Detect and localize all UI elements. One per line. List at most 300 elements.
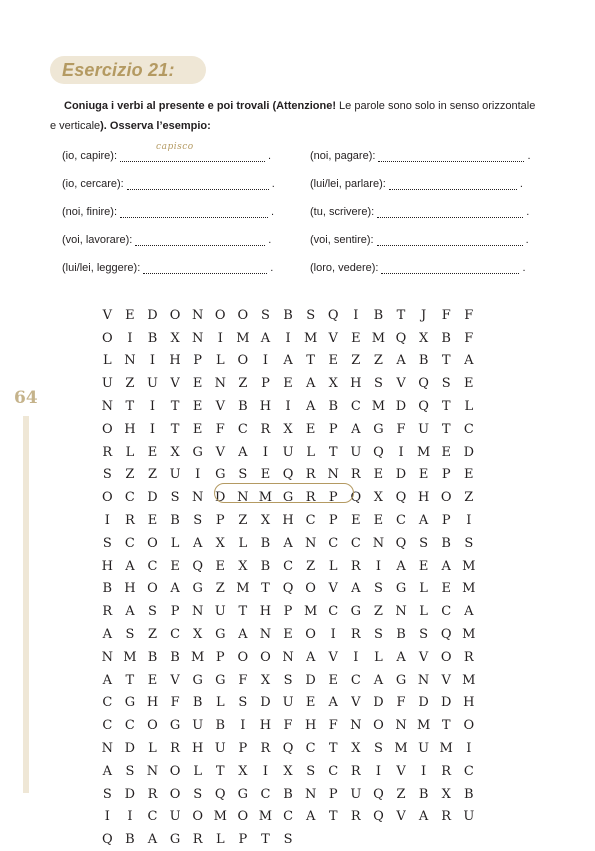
answer-blank[interactable] <box>120 142 265 162</box>
grid-letter[interactable]: Q <box>373 809 384 825</box>
grid-letter[interactable]: S <box>373 627 383 643</box>
grid-letter[interactable]: A <box>238 444 248 460</box>
grid-letter[interactable]: N <box>191 330 204 346</box>
grid-letter[interactable]: O <box>169 786 181 802</box>
grid-letter[interactable]: V <box>418 649 429 665</box>
grid-letter[interactable]: Q <box>282 467 294 483</box>
grid-letter[interactable]: V <box>328 330 338 346</box>
grid-letter[interactable]: P <box>238 741 248 757</box>
grid-letter[interactable]: Z <box>147 467 157 483</box>
grid-letter[interactable]: M <box>462 581 476 597</box>
grid-letter[interactable]: N <box>191 307 204 323</box>
grid-letter[interactable]: O <box>305 627 316 643</box>
grid-letter[interactable]: E <box>418 558 429 574</box>
grid-letter[interactable]: I <box>149 421 156 437</box>
grid-letter[interactable]: Z <box>373 353 383 369</box>
grid-letter[interactable]: C <box>328 604 339 620</box>
grid-letter[interactable]: I <box>466 513 472 529</box>
grid-letter[interactable]: B <box>215 718 226 734</box>
grid-letter[interactable]: D <box>395 399 407 415</box>
grid-letter[interactable]: D <box>418 695 429 711</box>
answer-blank[interactable] <box>127 179 269 190</box>
grid-letter[interactable]: I <box>104 809 110 825</box>
grid-letter[interactable]: F <box>170 695 180 711</box>
grid-letter[interactable]: A <box>283 353 293 369</box>
grid-letter[interactable]: X <box>283 421 293 437</box>
grid-letter[interactable]: P <box>215 649 225 665</box>
grid-letter[interactable]: M <box>236 330 250 346</box>
grid-letter[interactable]: E <box>441 581 451 597</box>
grid-letter[interactable]: O <box>237 353 249 369</box>
grid-letter[interactable]: E <box>464 467 474 483</box>
grid-letter[interactable]: D <box>260 695 271 711</box>
grid-letter[interactable]: N <box>101 741 113 757</box>
grid-letter[interactable]: O <box>101 490 113 506</box>
grid-letter[interactable]: Q <box>418 399 429 415</box>
grid-letter[interactable]: A <box>396 353 406 369</box>
grid-letter[interactable]: M <box>371 330 386 346</box>
grid-letter[interactable]: A <box>418 513 429 529</box>
grid-letter[interactable]: C <box>350 535 361 551</box>
grid-letter[interactable]: O <box>169 307 181 323</box>
grid-letter[interactable]: D <box>440 695 452 711</box>
grid-letter[interactable]: R <box>441 763 452 779</box>
grid-letter[interactable]: U <box>350 786 362 802</box>
grid-letter[interactable]: Z <box>125 376 135 392</box>
grid-letter[interactable]: N <box>237 490 249 506</box>
grid-letter[interactable]: S <box>125 627 135 643</box>
grid-letter[interactable]: C <box>441 604 452 620</box>
grid-letter[interactable]: I <box>195 467 201 483</box>
grid-letter[interactable]: F <box>464 330 474 346</box>
grid-letter[interactable]: L <box>148 741 157 757</box>
grid-letter[interactable]: S <box>102 535 112 551</box>
grid-letter[interactable]: V <box>441 672 451 688</box>
grid-letter[interactable]: Z <box>147 627 157 643</box>
grid-letter[interactable]: I <box>375 558 381 574</box>
grid-letter[interactable]: N <box>259 627 272 643</box>
grid-letter[interactable]: C <box>102 718 113 734</box>
grid-letter[interactable]: N <box>417 672 430 688</box>
grid-letter[interactable]: C <box>283 558 294 574</box>
grid-letter[interactable]: Q <box>395 535 407 551</box>
grid-letter[interactable]: R <box>350 809 361 825</box>
grid-letter[interactable]: B <box>260 558 271 574</box>
grid-letter[interactable]: D <box>147 490 158 506</box>
grid-letter[interactable]: M <box>303 330 318 346</box>
grid-letter[interactable]: H <box>259 718 272 734</box>
grid-letter[interactable]: O <box>237 649 249 665</box>
grid-letter[interactable]: L <box>419 604 428 620</box>
grid-letter[interactable]: M <box>416 444 431 460</box>
grid-letter[interactable]: B <box>283 307 293 323</box>
grid-letter[interactable]: T <box>396 307 406 323</box>
grid-letter[interactable]: Q <box>350 490 362 506</box>
grid-letter[interactable]: R <box>305 467 316 483</box>
grid-letter[interactable]: I <box>398 444 404 460</box>
grid-letter[interactable]: O <box>440 490 452 506</box>
grid-letter[interactable]: D <box>463 444 475 460</box>
grid-letter[interactable]: F <box>396 421 406 437</box>
grid-letter[interactable]: B <box>170 513 180 529</box>
grid-letter[interactable]: H <box>417 490 430 506</box>
grid-letter[interactable]: U <box>147 376 158 392</box>
grid-letter[interactable]: G <box>215 627 226 643</box>
grid-letter[interactable]: X <box>215 535 225 551</box>
grid-letter[interactable]: C <box>328 763 339 779</box>
grid-letter[interactable]: I <box>149 399 156 415</box>
grid-letter[interactable]: N <box>327 467 339 483</box>
grid-letter[interactable]: O <box>214 307 226 323</box>
grid-letter[interactable]: E <box>192 399 203 415</box>
grid-letter[interactable]: O <box>373 718 384 734</box>
grid-letter[interactable]: P <box>328 786 338 802</box>
grid-letter[interactable]: O <box>237 307 249 323</box>
grid-letter[interactable]: F <box>283 718 293 734</box>
grid-letter[interactable]: B <box>125 832 135 848</box>
grid-letter[interactable]: N <box>304 786 317 802</box>
grid-letter[interactable]: E <box>351 330 361 346</box>
answer-blank[interactable] <box>378 151 524 162</box>
grid-letter[interactable]: L <box>125 444 135 460</box>
grid-letter[interactable]: G <box>373 421 384 437</box>
grid-letter[interactable]: C <box>305 513 316 529</box>
grid-letter[interactable]: O <box>237 809 249 825</box>
grid-letter[interactable]: Q <box>395 330 407 346</box>
grid-letter[interactable]: V <box>396 809 406 825</box>
grid-letter[interactable]: N <box>372 535 385 551</box>
grid-letter[interactable]: A <box>170 581 180 597</box>
grid-letter[interactable]: B <box>373 307 384 323</box>
grid-letter[interactable]: S <box>419 627 429 643</box>
grid-letter[interactable]: Q <box>418 376 429 392</box>
grid-letter[interactable]: U <box>214 741 226 757</box>
grid-letter[interactable]: S <box>148 604 157 620</box>
grid-letter[interactable]: H <box>124 421 136 437</box>
grid-letter[interactable]: H <box>463 695 475 711</box>
grid-letter[interactable]: A <box>102 763 112 779</box>
grid-letter[interactable]: H <box>101 558 113 574</box>
grid-letter[interactable]: T <box>328 809 338 825</box>
grid-letter[interactable]: A <box>351 581 361 597</box>
grid-letter[interactable]: L <box>102 353 112 369</box>
grid-letter[interactable]: A <box>464 604 474 620</box>
grid-letter[interactable]: M <box>303 604 318 620</box>
grid-letter[interactable]: L <box>215 695 225 711</box>
grid-letter[interactable]: P <box>215 513 225 529</box>
grid-letter[interactable]: G <box>192 581 203 597</box>
grid-letter[interactable]: R <box>192 832 203 848</box>
grid-letter[interactable]: Q <box>101 832 113 848</box>
grid-letter[interactable]: O <box>463 718 475 734</box>
grid-letter[interactable]: U <box>418 421 430 437</box>
grid-letter[interactable]: N <box>395 718 407 734</box>
grid-letter[interactable]: G <box>215 467 226 483</box>
grid-letter[interactable]: E <box>147 672 158 688</box>
grid-letter[interactable]: D <box>395 467 407 483</box>
grid-letter[interactable]: C <box>170 627 181 643</box>
answer-blank[interactable] <box>381 263 519 274</box>
grid-letter[interactable]: Q <box>282 581 294 597</box>
grid-letter[interactable]: L <box>374 649 383 665</box>
grid-letter[interactable]: A <box>305 649 316 665</box>
grid-letter[interactable]: S <box>283 832 293 848</box>
grid-letter[interactable]: G <box>215 672 226 688</box>
grid-letter[interactable]: D <box>124 741 136 757</box>
grid-letter[interactable]: E <box>328 672 338 688</box>
grid-letter[interactable]: C <box>124 718 135 734</box>
grid-letter[interactable]: S <box>373 376 383 392</box>
grid-letter[interactable]: V <box>351 695 361 711</box>
grid-letter[interactable]: C <box>124 490 135 506</box>
answer-blank[interactable] <box>135 235 265 246</box>
grid-letter[interactable]: Z <box>373 604 383 620</box>
grid-letter[interactable]: X <box>283 763 293 779</box>
grid-letter[interactable]: V <box>396 376 406 392</box>
grid-letter[interactable]: N <box>101 399 113 415</box>
grid-letter[interactable]: M <box>462 627 476 643</box>
grid-letter[interactable]: T <box>328 444 338 460</box>
grid-letter[interactable]: V <box>215 399 225 415</box>
grid-letter[interactable]: O <box>169 763 181 779</box>
grid-letter[interactable]: S <box>283 672 293 688</box>
grid-letter[interactable]: P <box>261 376 270 392</box>
answer-blank[interactable] <box>377 235 523 246</box>
grid-letter[interactable]: D <box>147 307 158 323</box>
grid-letter[interactable]: A <box>125 604 135 620</box>
grid-letter[interactable]: A <box>351 421 361 437</box>
grid-letter[interactable]: F <box>215 421 225 437</box>
grid-letter[interactable]: Q <box>373 786 384 802</box>
grid-letter[interactable]: L <box>306 444 315 460</box>
answer-blank[interactable] <box>120 207 268 218</box>
grid-letter[interactable]: E <box>373 467 384 483</box>
grid-letter[interactable]: R <box>102 444 113 460</box>
answer-blank[interactable] <box>389 179 517 190</box>
grid-letter[interactable]: E <box>260 467 271 483</box>
grid-letter[interactable]: G <box>237 786 249 802</box>
grid-letter[interactable]: Z <box>215 581 225 597</box>
grid-letter[interactable]: I <box>330 627 336 643</box>
grid-letter[interactable]: Q <box>440 627 452 643</box>
grid-letter[interactable]: S <box>306 763 316 779</box>
grid-letter[interactable]: U <box>282 444 294 460</box>
grid-letter[interactable]: P <box>328 490 338 506</box>
grid-letter[interactable]: E <box>283 627 293 643</box>
grid-letter[interactable]: T <box>125 672 135 688</box>
grid-letter[interactable]: R <box>260 741 271 757</box>
grid-letter[interactable]: B <box>464 786 474 802</box>
grid-letter[interactable]: H <box>169 353 181 369</box>
grid-letter[interactable]: E <box>283 376 293 392</box>
grid-letter[interactable]: S <box>373 581 383 597</box>
grid-letter[interactable]: V <box>396 763 406 779</box>
grid-letter[interactable]: X <box>328 376 338 392</box>
grid-letter[interactable]: I <box>127 330 133 346</box>
grid-letter[interactable]: H <box>192 741 204 757</box>
grid-letter[interactable]: N <box>304 535 317 551</box>
grid-letter[interactable]: T <box>170 421 180 437</box>
grid-letter[interactable]: V <box>215 444 225 460</box>
grid-letter[interactable]: E <box>192 421 203 437</box>
grid-letter[interactable]: J <box>421 307 427 323</box>
grid-letter[interactable]: R <box>350 558 361 574</box>
grid-letter[interactable]: M <box>416 718 431 734</box>
grid-letter[interactable]: R <box>170 741 180 757</box>
grid-letter[interactable]: L <box>215 832 225 848</box>
grid-letter[interactable]: M <box>462 672 476 688</box>
grid-letter[interactable]: G <box>192 672 203 688</box>
grid-letter[interactable]: X <box>193 627 203 643</box>
grid-letter[interactable]: C <box>124 535 135 551</box>
grid-letter[interactable]: S <box>306 307 316 323</box>
grid-letter[interactable]: I <box>262 444 269 460</box>
grid-letter[interactable]: R <box>147 786 158 802</box>
grid-letter[interactable]: P <box>441 513 451 529</box>
grid-letter[interactable]: B <box>170 649 180 665</box>
grid-letter[interactable]: X <box>260 672 271 688</box>
grid-letter[interactable]: R <box>441 809 452 825</box>
grid-letter[interactable]: X <box>170 330 180 346</box>
grid-letter[interactable]: N <box>101 649 113 665</box>
grid-letter[interactable]: D <box>124 786 136 802</box>
grid-letter[interactable]: P <box>170 604 180 620</box>
grid-letter[interactable]: R <box>350 627 361 643</box>
grid-letter[interactable]: A <box>192 535 203 551</box>
grid-letter[interactable]: C <box>305 741 316 757</box>
grid-letter[interactable]: S <box>102 467 112 483</box>
grid-letter[interactable]: D <box>215 490 226 506</box>
grid-letter[interactable]: L <box>464 399 474 415</box>
grid-letter[interactable]: N <box>124 353 136 369</box>
grid-letter[interactable]: I <box>104 513 110 529</box>
grid-letter[interactable]: I <box>240 718 246 734</box>
grid-letter[interactable]: R <box>350 763 361 779</box>
grid-letter[interactable]: C <box>102 695 113 711</box>
grid-letter[interactable]: C <box>260 786 271 802</box>
grid-letter[interactable]: O <box>147 535 158 551</box>
grid-letter[interactable]: H <box>282 513 294 529</box>
grid-letter[interactable]: T <box>441 718 451 734</box>
grid-letter[interactable]: H <box>259 604 272 620</box>
grid-letter[interactable]: B <box>147 330 158 346</box>
grid-letter[interactable]: M <box>394 741 408 757</box>
grid-letter[interactable]: B <box>396 627 406 643</box>
grid-letter[interactable]: B <box>260 535 271 551</box>
grid-letter[interactable]: A <box>441 558 451 574</box>
grid-letter[interactable]: Q <box>282 741 294 757</box>
grid-letter[interactable]: U <box>101 376 113 392</box>
grid-letter[interactable]: S <box>125 763 135 779</box>
grid-letter[interactable]: I <box>353 307 359 323</box>
grid-letter[interactable]: Z <box>306 558 316 574</box>
grid-letter[interactable]: I <box>466 741 472 757</box>
grid-letter[interactable]: C <box>350 399 361 415</box>
grid-letter[interactable]: X <box>351 741 361 757</box>
grid-letter[interactable]: G <box>169 718 181 734</box>
grid-letter[interactable]: P <box>328 421 338 437</box>
grid-letter[interactable]: B <box>441 535 451 551</box>
grid-letter[interactable]: B <box>147 649 158 665</box>
grid-letter[interactable]: M <box>236 581 250 597</box>
grid-letter[interactable]: O <box>147 718 158 734</box>
grid-letter[interactable]: E <box>192 376 203 392</box>
grid-letter[interactable]: U <box>418 741 430 757</box>
grid-letter[interactable]: P <box>238 832 248 848</box>
grid-letter[interactable]: Z <box>464 490 474 506</box>
grid-letter[interactable]: Z <box>396 786 406 802</box>
grid-letter[interactable]: X <box>418 330 429 346</box>
grid-letter[interactable]: Q <box>373 444 384 460</box>
grid-letter[interactable]: E <box>147 444 158 460</box>
grid-letter[interactable]: E <box>170 558 180 574</box>
grid-letter[interactable]: E <box>305 421 316 437</box>
grid-letter[interactable]: D <box>373 695 384 711</box>
grid-letter[interactable]: C <box>147 809 158 825</box>
grid-letter[interactable]: S <box>261 307 270 323</box>
grid-letter[interactable]: V <box>328 581 338 597</box>
grid-letter[interactable]: U <box>282 695 294 711</box>
grid-letter[interactable]: I <box>285 399 291 415</box>
grid-letter[interactable]: E <box>373 513 384 529</box>
grid-letter[interactable]: P <box>193 353 203 369</box>
grid-letter[interactable]: M <box>191 649 205 665</box>
grid-letter[interactable]: A <box>260 330 271 346</box>
grid-letter[interactable]: A <box>238 627 248 643</box>
grid-letter[interactable]: A <box>305 376 316 392</box>
grid-letter[interactable]: S <box>238 467 248 483</box>
grid-letter[interactable]: P <box>328 513 338 529</box>
grid-letter[interactable]: Z <box>238 376 248 392</box>
grid-letter[interactable]: E <box>351 513 361 529</box>
grid-letter[interactable]: H <box>304 718 317 734</box>
grid-letter[interactable]: T <box>238 604 248 620</box>
grid-letter[interactable]: U <box>463 809 475 825</box>
grid-letter[interactable]: E <box>147 513 158 529</box>
grid-letter[interactable]: A <box>396 649 406 665</box>
grid-letter[interactable]: S <box>238 695 248 711</box>
grid-letter[interactable]: C <box>328 535 339 551</box>
grid-letter[interactable]: A <box>396 558 406 574</box>
grid-letter[interactable]: S <box>464 535 474 551</box>
grid-letter[interactable]: B <box>418 786 429 802</box>
grid-letter[interactable]: C <box>396 513 406 529</box>
answer-blank[interactable] <box>143 263 267 274</box>
grid-letter[interactable]: I <box>421 763 427 779</box>
grid-letter[interactable]: B <box>102 581 113 597</box>
grid-letter[interactable]: G <box>169 832 181 848</box>
grid-letter[interactable]: S <box>170 490 180 506</box>
grid-letter[interactable]: G <box>124 695 136 711</box>
grid-letter[interactable]: V <box>170 672 180 688</box>
grid-letter[interactable]: B <box>441 330 451 346</box>
grid-letter[interactable]: M <box>371 399 386 415</box>
grid-letter[interactable]: F <box>396 695 406 711</box>
grid-letter[interactable]: E <box>418 467 429 483</box>
grid-letter[interactable]: H <box>259 399 272 415</box>
grid-letter[interactable]: O <box>101 421 113 437</box>
grid-letter[interactable]: L <box>170 535 180 551</box>
grid-letter[interactable]: A <box>102 627 112 643</box>
grid-letter[interactable]: N <box>191 490 204 506</box>
grid-letter[interactable]: A <box>283 535 293 551</box>
grid-letter[interactable]: E <box>215 558 226 574</box>
grid-letter[interactable]: T <box>215 763 225 779</box>
grid-letter[interactable]: H <box>350 376 362 392</box>
grid-letter[interactable]: F <box>441 307 451 323</box>
grid-letter[interactable]: G <box>350 604 362 620</box>
grid-letter[interactable]: T <box>261 832 270 848</box>
